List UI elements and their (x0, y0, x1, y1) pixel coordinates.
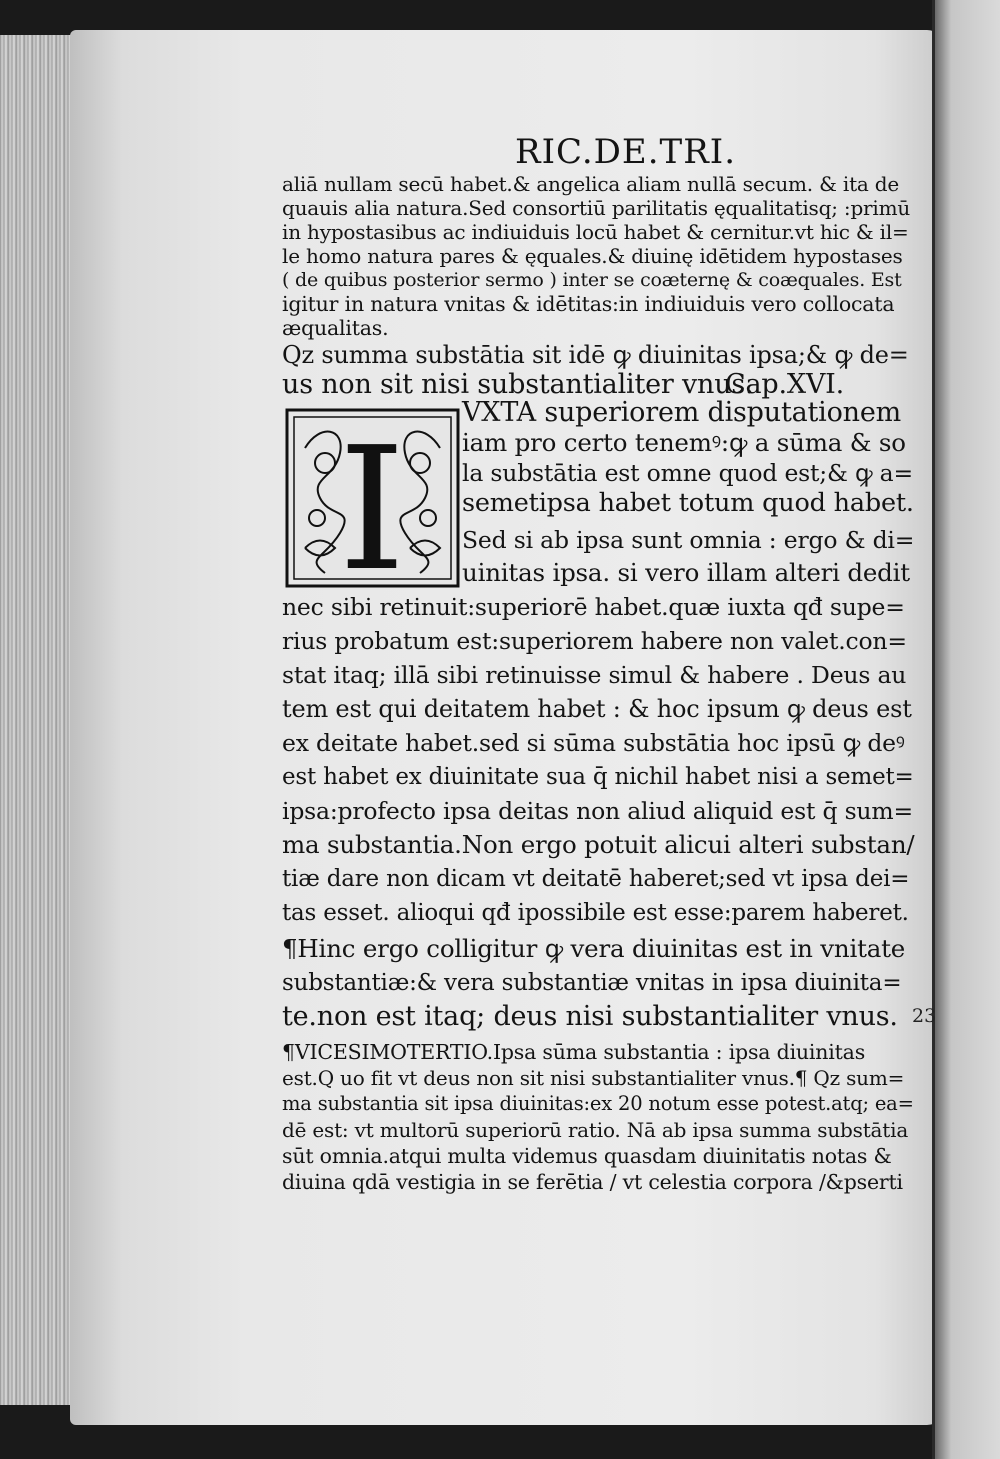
text-line: tas esset. alioqui qđ ipossibile est esse:parem haberet. (282, 900, 909, 926)
text-line: æqualitas. (282, 316, 389, 340)
text-line: iam pro certo tenemꝰ:ꝙ a sūma & so (462, 428, 906, 457)
text-line: rius probatum est:superiorem habere non valet.con= (282, 627, 907, 655)
chapter-heading-line-2: us non sit nisi substantialiter vnus. (282, 369, 754, 400)
commentary-line: ¶VICESIMOTERTIO.Ipsa sūma substantia : ipsa diuinitas (282, 1040, 866, 1064)
text-line: uinitas ipsa. si vero illam alteri dedit (462, 558, 910, 587)
text-line: substantiæ:& vera substantiæ vnitas in ipsa diuinita= (282, 970, 902, 996)
commentary-line: ma substantia sit ipsa diuinitas:ex 20 notum esse potest.atq; ea= (282, 1092, 914, 1115)
text-line: ex deitate habet.sed si sūma substātia hoc ipsū ꝙ deꝰ (282, 729, 905, 757)
text-line: nec sibi retinuit:superiorē habet.quæ iuxta qđ supe= (282, 593, 905, 621)
text-line: Sed si ab ipsa sunt omnia : ergo & di= (462, 526, 915, 554)
running-head: RIC.DE.TRI. (515, 132, 737, 172)
chapter-number: Cap.XVI. (725, 369, 844, 400)
commentary-line: dē est: vt multorū superiorū ratio. Nā ab ipsa summa substātia (282, 1118, 909, 1142)
text-line: semetipsa habet totum quod habet. (462, 488, 914, 518)
text-line: VXTA superiorem disputationem (462, 397, 902, 428)
commentary-line: diuina qdā vestigia in se ferētia / vt celestia corpora /&pserti (282, 1170, 903, 1194)
text-line: tem est qui deitatem habet : & hoc ipsum ꝙ deus est (282, 695, 912, 723)
text-line: le homo natura pares & ęquales.& diuinę idētidem hypostases (282, 244, 903, 268)
margin-note-number: 23 (912, 1005, 937, 1027)
text-line: est habet ex diuinitate sua q̄ nichil habet nisi a semet= (282, 764, 914, 790)
initial-letter: I (338, 411, 406, 588)
decorated-initial (285, 408, 460, 588)
chapter-heading-line-1: Qz summa substātia sit idē ꝙ diuinitas ipsa;& ꝙ de= (282, 341, 909, 369)
text-line: aliā nullam secū habet.& angelica aliam nullā secum. & ita de (282, 172, 900, 196)
commentary-line: est.Q uo fit vt deus non sit nisi substantialiter vnus.¶ Qz sum= (282, 1066, 905, 1090)
text-line: te.non est itaq; deus nisi substantialiter vnus. (282, 1001, 898, 1032)
text-line: tiæ dare non dicam vt deitatē haberet;sed vt ipsa dei= (282, 866, 910, 892)
text-line: quauis alia natura.Sed consortiū parilitatis ęqualitatisq; :primū (282, 196, 911, 220)
text-line: igitur in natura vnitas & idētitas:in indiuiduis vero collocata (282, 292, 895, 316)
text-line: stat itaq; illā sibi retinuisse simul & habere . Deus au (282, 661, 907, 689)
facing-page-edge (935, 0, 1000, 1459)
text-line: in hypostasibus ac indiuiduis locū habet & cernitur.vt hic & il= (282, 220, 909, 244)
text-line: ( de quibus posterior sermo ) inter se coæternę & coæquales. Est (282, 269, 902, 291)
text-line: ipsa:profecto ipsa deitas non aliud aliquid est q̄ sum= (282, 797, 913, 825)
commentary-line: sūt omnia.atqui multa videmus quasdam diuinitatis notas & (282, 1144, 892, 1168)
text-line: la substātia est omne quod est;& ꝙ a= (462, 459, 913, 487)
text-line: ¶Hinc ergo colligitur ꝙ vera diuinitas est in vnitate (282, 934, 906, 963)
text-line: ma substantia.Non ergo potuit alicui alteri substan/ (282, 830, 915, 859)
